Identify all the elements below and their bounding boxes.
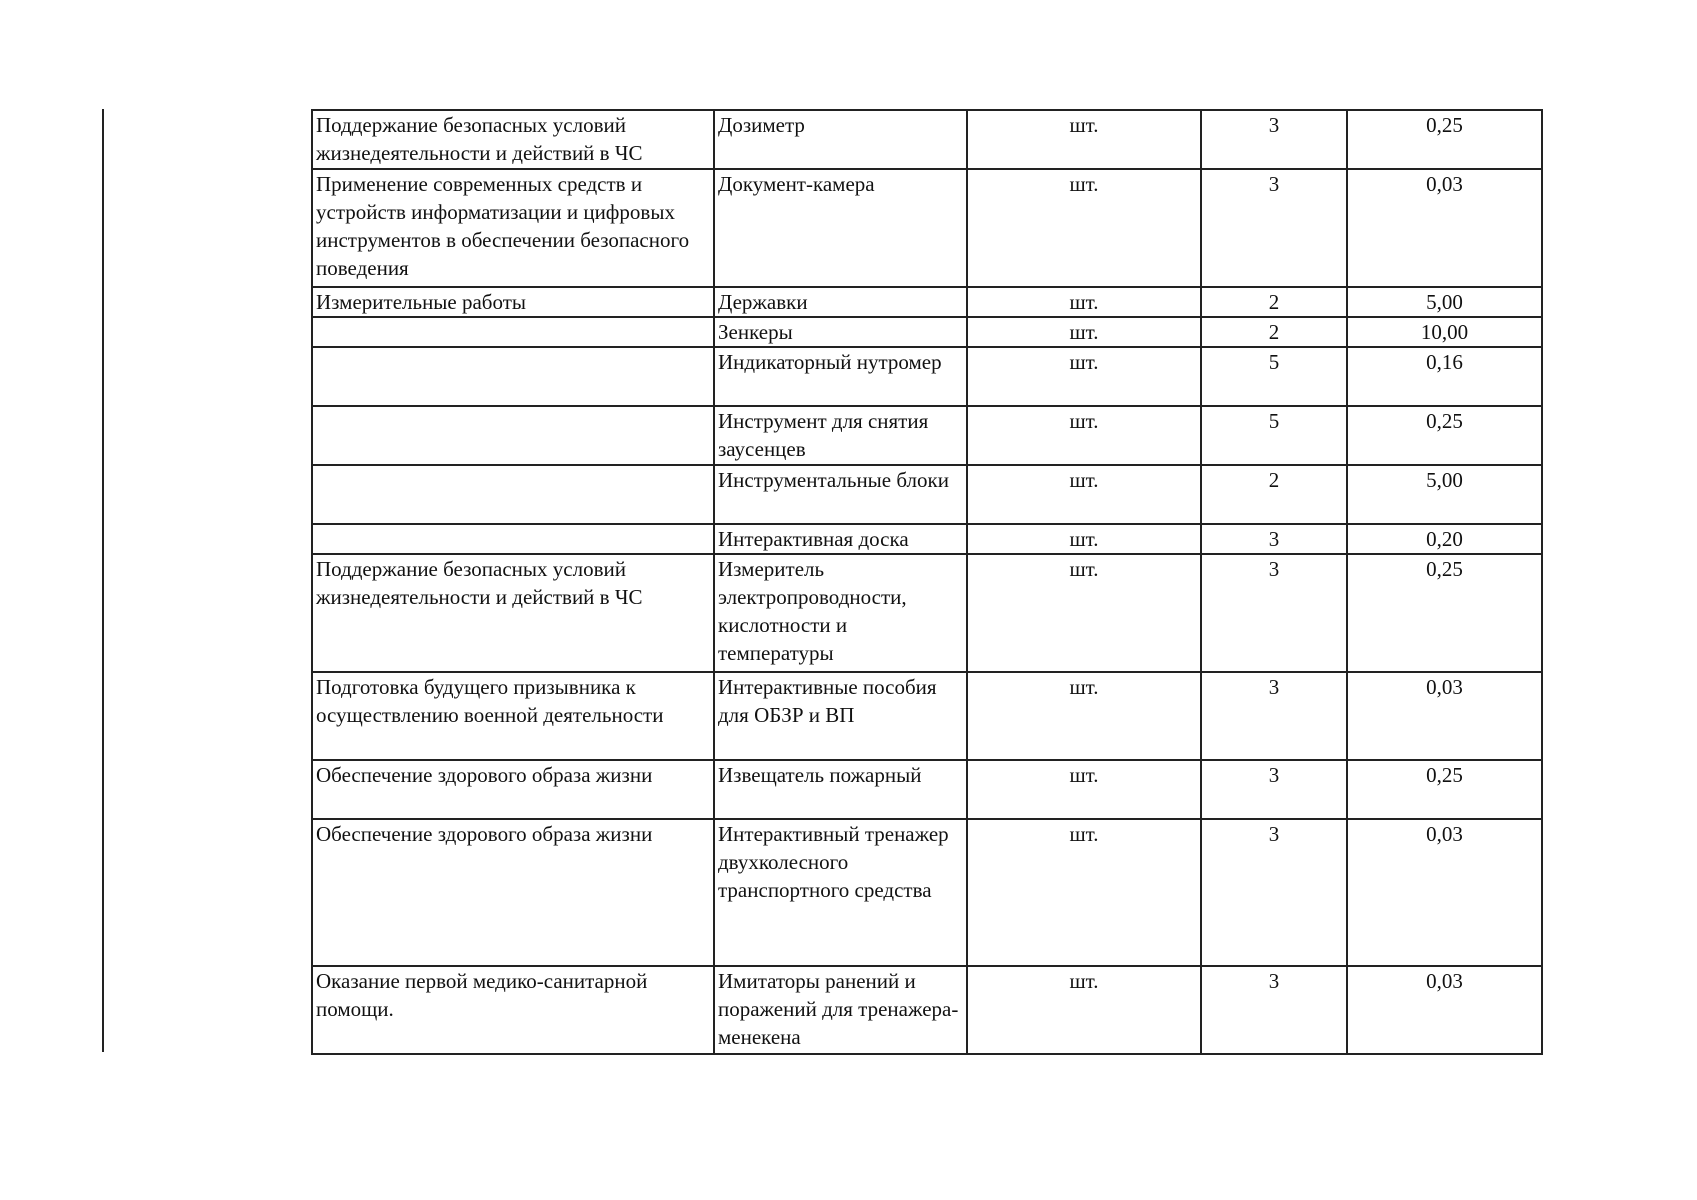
quantity-cell: 2 (1201, 287, 1347, 317)
item-cell: Интерактивный тренажер двухколесного транспортного средства (714, 819, 967, 966)
table-row (312, 966, 1542, 1054)
item-cell: Интерактивные пособия для ОБЗР и ВП (714, 672, 967, 760)
table-row (312, 287, 1542, 317)
coefficient-cell: 0,25 (1347, 760, 1542, 819)
coefficient-cell: 5,00 (1347, 287, 1542, 317)
topic-cell: Поддержание безопасных условий жизнедеятельности и действий в ЧС (312, 554, 714, 672)
item-cell: Дозиметр (714, 110, 967, 169)
quantity-cell: 3 (1201, 819, 1347, 966)
unit-cell: шт. (967, 465, 1201, 524)
table-row (312, 317, 1542, 347)
quantity-cell: 2 (1201, 465, 1347, 524)
coefficient-cell: 5,00 (1347, 465, 1542, 524)
topic-cell (312, 465, 714, 524)
table-row (312, 554, 1542, 672)
item-cell: Измеритель электропроводности, кислотности и температуры (714, 554, 967, 672)
table-row (312, 406, 1542, 465)
item-cell: Державки (714, 287, 967, 317)
unit-cell: шт. (967, 317, 1201, 347)
coefficient-cell: 0,25 (1347, 406, 1542, 465)
item-cell: Зенкеры (714, 317, 967, 347)
table-row (312, 672, 1542, 760)
unit-cell: шт. (967, 287, 1201, 317)
quantity-cell: 3 (1201, 966, 1347, 1054)
topic-cell: Применение современных средств и устройств информатизации и цифровых инструментов в обеспечении безопасного поведения (312, 169, 714, 287)
item-cell: Индикаторный нутромер (714, 347, 967, 406)
quantity-cell: 5 (1201, 347, 1347, 406)
table-row (312, 819, 1542, 966)
equipment-table (311, 109, 1543, 1055)
left-margin-line (102, 109, 104, 1052)
topic-cell: Подготовка будущего призывника к осуществлению военной деятельности (312, 672, 714, 760)
quantity-cell: 2 (1201, 317, 1347, 347)
unit-cell: шт. (967, 406, 1201, 465)
quantity-cell: 3 (1201, 554, 1347, 672)
unit-cell: шт. (967, 524, 1201, 554)
coefficient-cell: 0,25 (1347, 110, 1542, 169)
table-row (312, 347, 1542, 406)
coefficient-cell: 0,03 (1347, 169, 1542, 287)
unit-cell: шт. (967, 347, 1201, 406)
coefficient-cell: 0,03 (1347, 819, 1542, 966)
topic-cell (312, 524, 714, 554)
item-cell: Извещатель пожарный (714, 760, 967, 819)
coefficient-cell: 10,00 (1347, 317, 1542, 347)
item-cell: Инструментальные блоки (714, 465, 967, 524)
quantity-cell: 3 (1201, 110, 1347, 169)
topic-cell (312, 347, 714, 406)
unit-cell: шт. (967, 169, 1201, 287)
coefficient-cell: 0,03 (1347, 966, 1542, 1054)
quantity-cell: 3 (1201, 672, 1347, 760)
topic-cell: Поддержание безопасных условий жизнедеятельности и действий в ЧС (312, 110, 714, 169)
unit-cell: шт. (967, 672, 1201, 760)
table-row (312, 760, 1542, 819)
topic-cell: Измерительные работы (312, 287, 714, 317)
coefficient-cell: 0,25 (1347, 554, 1542, 672)
table-row (312, 465, 1542, 524)
table-row (312, 524, 1542, 554)
unit-cell: шт. (967, 760, 1201, 819)
topic-cell: Обеспечение здорового образа жизни (312, 760, 714, 819)
item-cell: Документ-камера (714, 169, 967, 287)
unit-cell: шт. (967, 110, 1201, 169)
unit-cell: шт. (967, 819, 1201, 966)
unit-cell: шт. (967, 554, 1201, 672)
quantity-cell: 5 (1201, 406, 1347, 465)
coefficient-cell: 0,16 (1347, 347, 1542, 406)
quantity-cell: 3 (1201, 760, 1347, 819)
coefficient-cell: 0,20 (1347, 524, 1542, 554)
item-cell: Инструмент для снятия заусенцев (714, 406, 967, 465)
table-row (312, 110, 1542, 169)
topic-cell: Оказание первой медико-санитарной помощи. (312, 966, 714, 1054)
topic-cell (312, 317, 714, 347)
coefficient-cell: 0,03 (1347, 672, 1542, 760)
table-row (312, 169, 1542, 287)
item-cell: Интерактивная доска (714, 524, 967, 554)
item-cell: Имитаторы ранений и поражений для тренажера-менекена (714, 966, 967, 1054)
quantity-cell: 3 (1201, 524, 1347, 554)
topic-cell (312, 406, 714, 465)
topic-cell: Обеспечение здорового образа жизни (312, 819, 714, 966)
unit-cell: шт. (967, 966, 1201, 1054)
quantity-cell: 3 (1201, 169, 1347, 287)
